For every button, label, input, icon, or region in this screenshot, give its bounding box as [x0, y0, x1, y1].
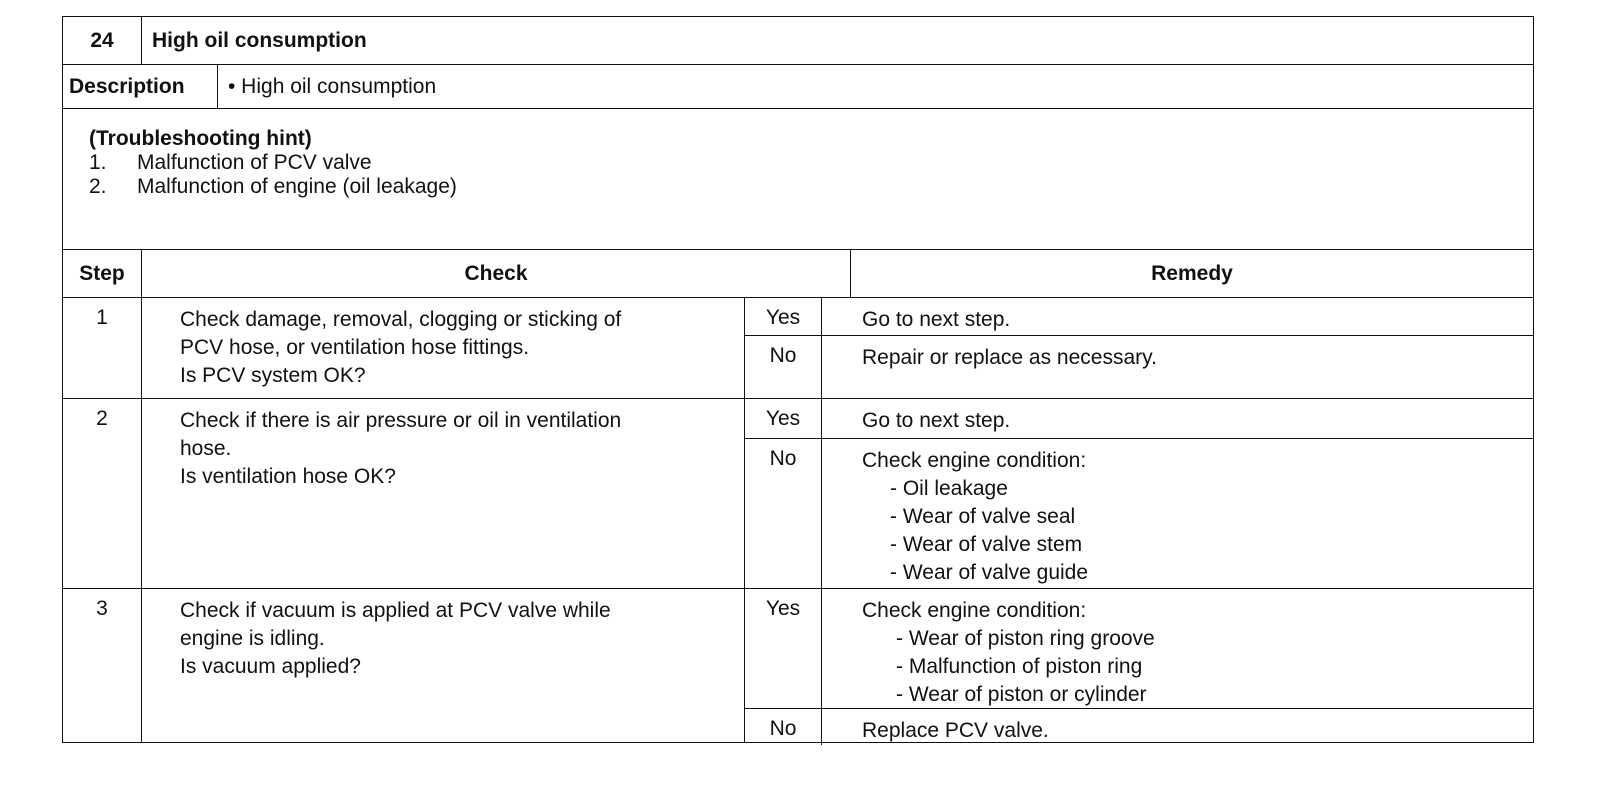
step-number: 1	[63, 298, 142, 398]
description-row	[63, 65, 1533, 109]
description-text: • High oil consumption	[228, 74, 437, 98]
hint-item	[89, 151, 1533, 175]
yes-label: Yes	[745, 298, 822, 335]
check-line: Is PCV system OK?	[180, 364, 366, 387]
no-label: No	[745, 439, 822, 588]
table-header-row	[63, 250, 1533, 298]
no-answer-row	[745, 336, 1533, 398]
check-line: engine is idling.	[180, 627, 325, 650]
hint-title: (Troubleshooting hint)	[89, 127, 312, 150]
remedy-title: Check engine condition:	[862, 599, 1087, 622]
step-column-header: Step	[63, 250, 142, 297]
step-number: 2	[63, 399, 142, 588]
check-line: Check if there is air pressure or oil in ventilation	[180, 409, 622, 432]
no-remedy: Repair or replace as necessary.	[862, 346, 1157, 369]
step-row-3	[63, 589, 1533, 742]
step-check	[142, 399, 745, 588]
check-line: Is vacuum applied?	[180, 655, 361, 678]
header-row	[63, 17, 1533, 65]
step-number: 3	[63, 589, 142, 742]
remedy-item: - Wear of piston or cylinder	[896, 683, 1147, 706]
remedy-item: - Wear of valve stem	[890, 533, 1083, 556]
check-column-header: Check	[142, 250, 851, 297]
step-answers	[745, 399, 1533, 588]
step-check	[142, 298, 745, 398]
hint-section	[63, 109, 1533, 250]
no-answer-row	[745, 709, 1533, 745]
no-answer-row	[745, 439, 1533, 588]
procedure-title: High oil consumption	[152, 28, 367, 52]
yes-remedy: Go to next step.	[862, 308, 1011, 331]
step-row-2	[63, 399, 1533, 589]
no-remedy: Replace PCV valve.	[862, 719, 1049, 742]
yes-remedy	[822, 589, 1533, 708]
hint-number: 1.	[89, 151, 107, 174]
remedy-item: - Malfunction of piston ring	[896, 655, 1143, 678]
remedy-item: - Oil leakage	[890, 477, 1008, 500]
remedy-item: - Wear of piston ring groove	[896, 627, 1155, 650]
yes-label: Yes	[745, 589, 822, 708]
check-line: Check damage, removal, clogging or sticking of	[180, 308, 622, 331]
procedure-number: 24	[63, 17, 142, 64]
check-line: hose.	[180, 437, 232, 460]
yes-label: Yes	[745, 399, 822, 438]
hint-item	[89, 175, 1533, 199]
check-line: PCV hose, or ventilation hose fittings.	[180, 336, 530, 359]
yes-answer-row	[745, 298, 1533, 336]
step-check	[142, 589, 745, 742]
check-line: Is ventilation hose OK?	[180, 465, 396, 488]
troubleshooting-sheet	[62, 16, 1534, 743]
check-line: Check if vacuum is applied at PCV valve while	[180, 599, 611, 622]
no-label: No	[745, 336, 822, 398]
hint-number: 2.	[89, 175, 107, 198]
yes-answer-row	[745, 399, 1533, 439]
no-label: No	[745, 709, 822, 745]
step-answers	[745, 589, 1533, 742]
no-remedy	[822, 439, 1533, 588]
yes-remedy: Go to next step.	[862, 409, 1011, 432]
hint-text: Malfunction of engine (oil leakage)	[137, 175, 457, 198]
hint-text: Malfunction of PCV valve	[137, 151, 372, 174]
remedy-item: - Wear of valve guide	[890, 561, 1089, 584]
remedy-column-header: Remedy	[1151, 261, 1233, 285]
step-row-1	[63, 298, 1533, 399]
remedy-title: Check engine condition:	[862, 449, 1087, 472]
step-answers	[745, 298, 1533, 398]
yes-answer-row	[745, 589, 1533, 709]
remedy-item: - Wear of valve seal	[890, 505, 1076, 528]
description-label: Description	[63, 65, 218, 108]
